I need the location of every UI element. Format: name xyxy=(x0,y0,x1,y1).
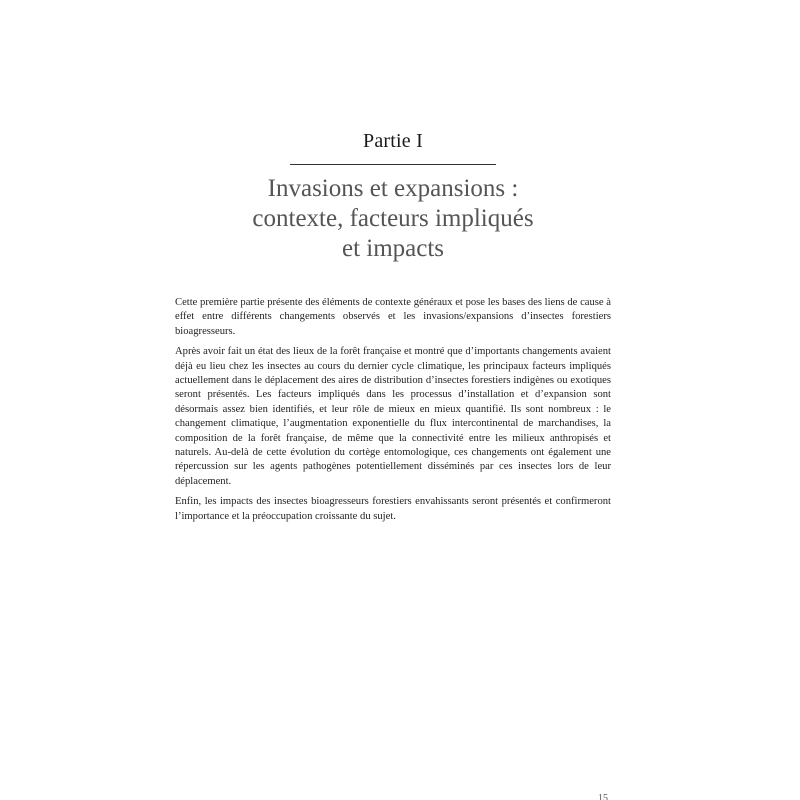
part-title-line: contexte, facteurs impliqués xyxy=(252,205,534,232)
intro-paragraph: Après avoir fait un état des lieux de la forêt française et montré que d’importants changements avaient déjà eu lieu chez les insectes au cours du dernier cycle climatique, les principaux facteurs impliqués actuellement dans le déplacement des aires de distribution d’insectes forestiers indigènes ou exotiques seront présentés. Les facteurs impliqués dans les processus d’installation et d’expansion sont désormais assez bien identifiés, et leur rôle de mieux en mieux quantifié. Ils sont nombreux : le changement climatique, l’augmentation exponentielle du flux intercontinental de marchandises, la composition de la forêt française, de même que la connectivité entre les milieux anthropisés et naturels. Au-delà de cette évolution du cortège entomologique, ces changements ont également une répercussion sur les agents pathogènes potentiellement disséminés par ces insectes lors de leur déplacement. xyxy=(175,346,611,487)
page-number: 15 xyxy=(598,794,608,800)
part-title-line: Invasions et expansions : xyxy=(267,175,519,202)
part-divider xyxy=(290,164,496,165)
intro-text xyxy=(175,296,611,530)
part-title xyxy=(200,174,586,264)
part-title-line: et impacts xyxy=(341,235,445,262)
intro-paragraph: Enfin, les impacts des insectes bioagresseurs forestiers envahissants seront présentés et confirmeront l’importance et la préoccupation croissante du sujet. xyxy=(175,496,611,522)
part-label: Partie I xyxy=(363,130,423,152)
intro-paragraph: Cette première partie présente des éléments de contexte généraux et pose les bases des liens de cause à effet entre différents changements observés et les invasions/expansions d’insectes forestiers bioagresseurs. xyxy=(175,297,611,337)
